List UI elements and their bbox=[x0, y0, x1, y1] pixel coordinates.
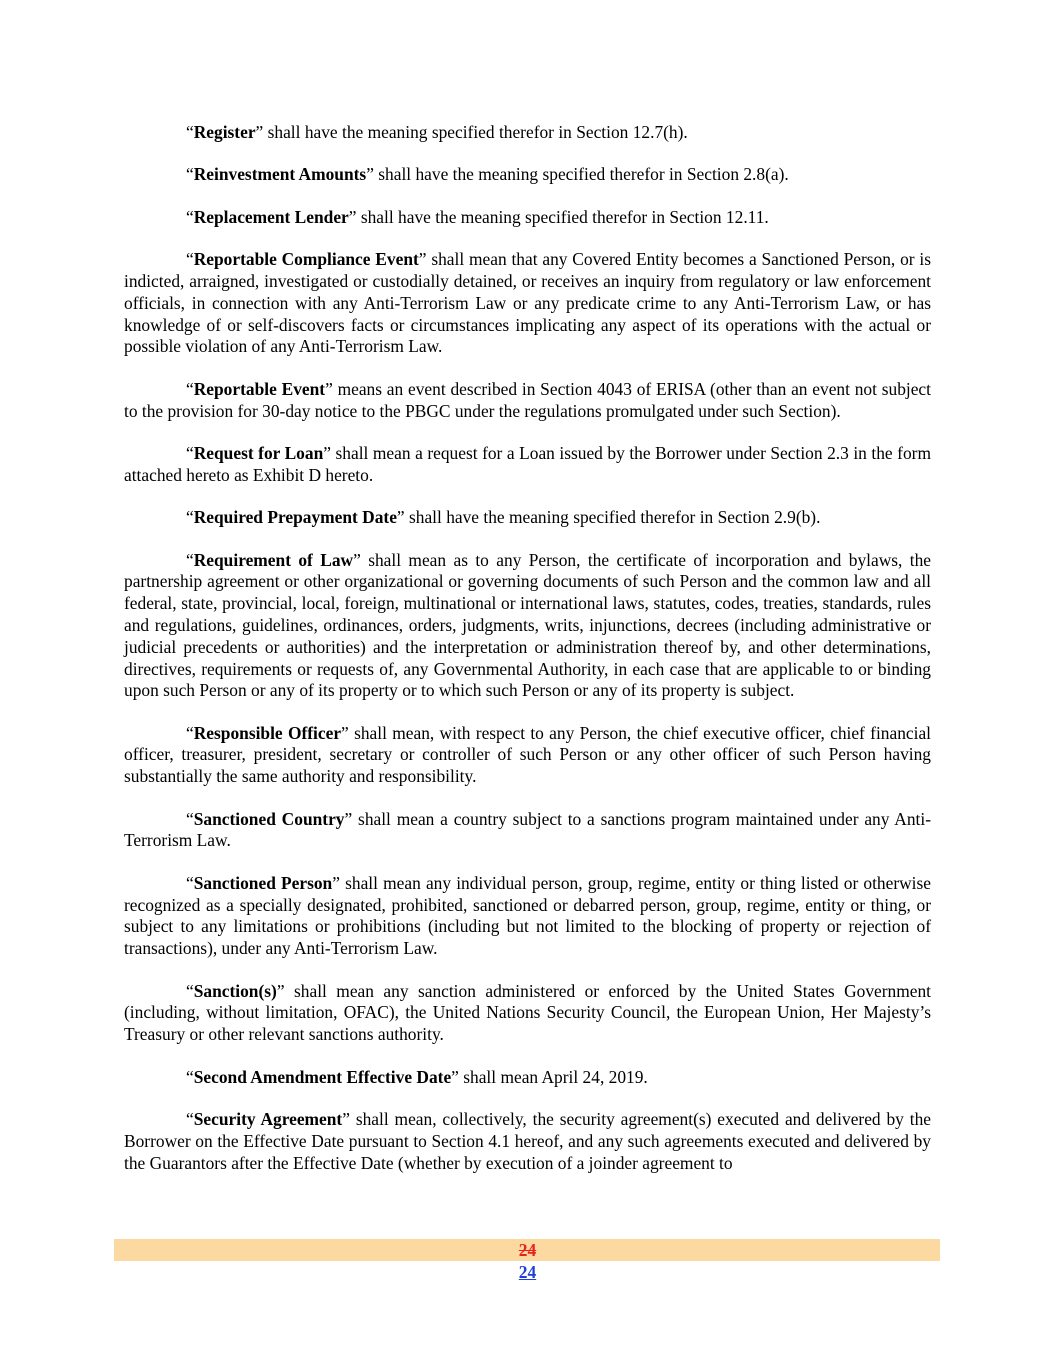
definition-text: shall have the meaning specified therefor in Section 12.7(h). bbox=[263, 122, 688, 142]
definition-text: means an event described in Section 4043 of ERISA (other than an event not subject to the provision for 30-day notice to the PBGC under the regulations promulgated under such Section). bbox=[124, 378, 931, 421]
definition-paragraph: “Requirement of Law” shall mean as to any Person, the certificate of incorporation and bylaws, the partnership agreement or other organizational or governing documents of such Person and the common law and all federal, state, provincial, local, foreign, multinational or international laws, statutes, codes, treaties, standards, rules and regulations, guidelines, ordinances, orders, judgments, writs, injunctions, decrees (including administrative or judicial precedents or authorities) and the interpretation or administration thereof by, and other determinations, directives, requirements or requests of, any Governmental Authority, in each case that are applicable to or binding upon such Person or any of its property or to which such Person or any of its property is subject. bbox=[124, 549, 932, 701]
page-number-deleted: 24 bbox=[518, 1240, 537, 1260]
definition-paragraph: “Request for Loan” shall mean a request for a Loan issued by the Borrower under Section 2.3 in the form attached hereto as Exhibit D hereto. bbox=[124, 442, 931, 485]
definitions-section bbox=[124, 122, 931, 1195]
defined-term: Sanctioned Person bbox=[193, 872, 333, 893]
defined-term: Reportable Compliance Event bbox=[193, 249, 419, 270]
definition-text: shall mean April 24, 2019. bbox=[458, 1066, 648, 1087]
definition-text: shall mean a country subject to a sanctions program maintained under any Anti-Terrorism Law. bbox=[124, 808, 931, 851]
definition-text: shall mean any individual person, group, regime, entity or thing listed or otherwise recognized as a specially designated, prohibited, sanctioned or debarred person, group, regime, entity or thing, or subject to any limitations or prohibitions (including but not limited to the blocking of property or rejection of transactions), under any Anti-Terrorism Law. bbox=[124, 872, 932, 959]
definition-paragraph: “Sanction(s)” shall mean any sanction administered or enforced by the United States Government (including, without limitation, OFAC), the United Nations Security Council, the European Union, Her Majesty’s Treasury or other relevant sanctions authority. bbox=[124, 980, 931, 1045]
definition-paragraph: “Sanctioned Country” shall mean a country subject to a sanctions program maintained under any Anti-Terrorism Law. bbox=[124, 808, 931, 851]
defined-term: Register bbox=[193, 122, 256, 142]
defined-term: Request for Loan bbox=[193, 442, 324, 463]
defined-term: Second Amendment Effective Date bbox=[193, 1066, 452, 1087]
defined-term: Responsible Officer bbox=[193, 722, 342, 743]
defined-term: Reportable Event bbox=[193, 378, 326, 399]
page-number-inserted: 24 bbox=[518, 1262, 537, 1282]
definition-paragraph: “Required Prepayment Date” shall have the meaning specified therefor in Section 2.9(b). bbox=[186, 507, 821, 528]
definition-paragraph: “Reportable Event” means an event described in Section 4043 of ERISA (other than an event not subject to the provision for 30-day notice to the PBGC under the regulations promulgated under such Section). bbox=[124, 378, 931, 421]
defined-term: Sanction(s) bbox=[193, 980, 277, 1001]
definition-text: shall have the meaning specified therefor in Section 12.11. bbox=[356, 206, 769, 227]
definition-text: shall mean any sanction administered or enforced by the United States Government (including, without limitation, OFAC), the United Nations Security Council, the European Union, Her Majesty’s Treasury or other relevant sanctions authority. bbox=[124, 980, 931, 1045]
definition-paragraph: “Replacement Lender” shall have the meaning specified therefor in Section 12.11. bbox=[186, 206, 769, 227]
definition-text: shall have the meaning specified therefor in Section 2.8(a). bbox=[373, 164, 789, 185]
definition-paragraph: “Register” shall have the meaning specified therefor in Section 12.7(h). bbox=[186, 122, 688, 142]
defined-term: Replacement Lender bbox=[193, 206, 349, 227]
defined-term: Security Agreement bbox=[193, 1109, 343, 1130]
definition-paragraph: “Sanctioned Person” shall mean any individual person, group, regime, entity or thing listed or otherwise recognized as a specially designated, prohibited, sanctioned or debarred person, group, regime, entity or thing, or subject to any limitations or prohibitions (including but not limited to the blocking of property or rejection of transactions), under any Anti-Terrorism Law. bbox=[124, 872, 932, 959]
defined-term: Sanctioned Country bbox=[193, 808, 345, 829]
definition-paragraph: “Reportable Compliance Event” shall mean that any Covered Entity becomes a Sanctioned Person, or is indicted, arraigned, investigated or custodially detained, or receives an inquiry from regulatory or law enforcement officials, in connection with any Anti-Terrorism Law or any predicate crime to any Anti-Terrorism Law, or has knowledge of or self-discovers facts or circumstances implicating any aspect of its operations with the actual or possible violation of any Anti-Terrorism Law. bbox=[124, 249, 931, 357]
definition-text: shall mean a request for a Loan issued by the Borrower under Section 2.3 in the form attached hereto as Exhibit D hereto. bbox=[124, 442, 931, 485]
definition-paragraph: “Security Agreement” shall mean, collectively, the security agreement(s) executed and delivered by the Borrower on the Effective Date pursuant to Section 4.1 hereof, and any such agreements executed and delivered by the Guarantors after the Effective Date (whether by execution of a joinder agreement to bbox=[124, 1109, 931, 1173]
definition-text: shall mean that any Covered Entity becomes a Sanctioned Person, or is indicted, arraigned, investigated or custodially detained, or receives an inquiry from regulatory or law enforcement officials, in connection with any Anti-Terrorism Law or any predicate crime to any Anti-Terrorism Law, or has knowledge of or self-discovers facts or circumstances implicating any aspect of its operations with the actual or possible violation of any Anti-Terrorism Law. bbox=[124, 249, 931, 357]
definition-paragraph: “Responsible Officer” shall mean, with respect to any Person, the chief executive officer, chief financial officer, treasurer, president, secretary or controller of such Person or any other officer of such Person having substantially the same authority and responsibility. bbox=[124, 722, 931, 787]
definition-text: shall have the meaning specified therefor in Section 2.9(b). bbox=[404, 507, 821, 528]
defined-term: Reinvestment Amounts bbox=[193, 164, 367, 185]
definition-text: shall mean, with respect to any Person, the chief executive officer, chief financial officer, treasurer, president, secretary or controller of such Person or any other officer of such Person having substantially the same authority and responsibility. bbox=[124, 722, 931, 787]
definition-text: shall mean, collectively, the security agreement(s) executed and delivered by the Borrower on the Effective Date pursuant to Section 4.1 hereof, and any such agreements executed and delivered by the Guarantors after the Effective Date (whether by execution of a joinder agreement to bbox=[124, 1109, 931, 1173]
definition-paragraph: “Reinvestment Amounts” shall have the meaning specified therefor in Section 2.8(a). bbox=[186, 164, 789, 185]
defined-term: Requirement of Law bbox=[193, 549, 354, 570]
defined-term: Required Prepayment Date bbox=[193, 507, 397, 528]
definition-paragraph: “Second Amendment Effective Date” shall mean April 24, 2019. bbox=[186, 1066, 648, 1087]
definition-text: shall mean as to any Person, the certificate of incorporation and bylaws, the partnership agreement or other organizational or governing documents of such Person and the common law and all federal, state, provincial, local, foreign, multinational or international laws, statutes, codes, treaties, standards, rules and regulations, guidelines, ordinances, orders, judgments, writs, injunctions, decrees (including administrative or judicial precedents or authorities) and the interpretation or administration thereof by, and other determinations, directives, requirements or requests of, any Governmental Authority, in each case that are applicable to or binding upon such Person or any of its property or to which such Person or any of its property is subject. bbox=[124, 549, 932, 701]
